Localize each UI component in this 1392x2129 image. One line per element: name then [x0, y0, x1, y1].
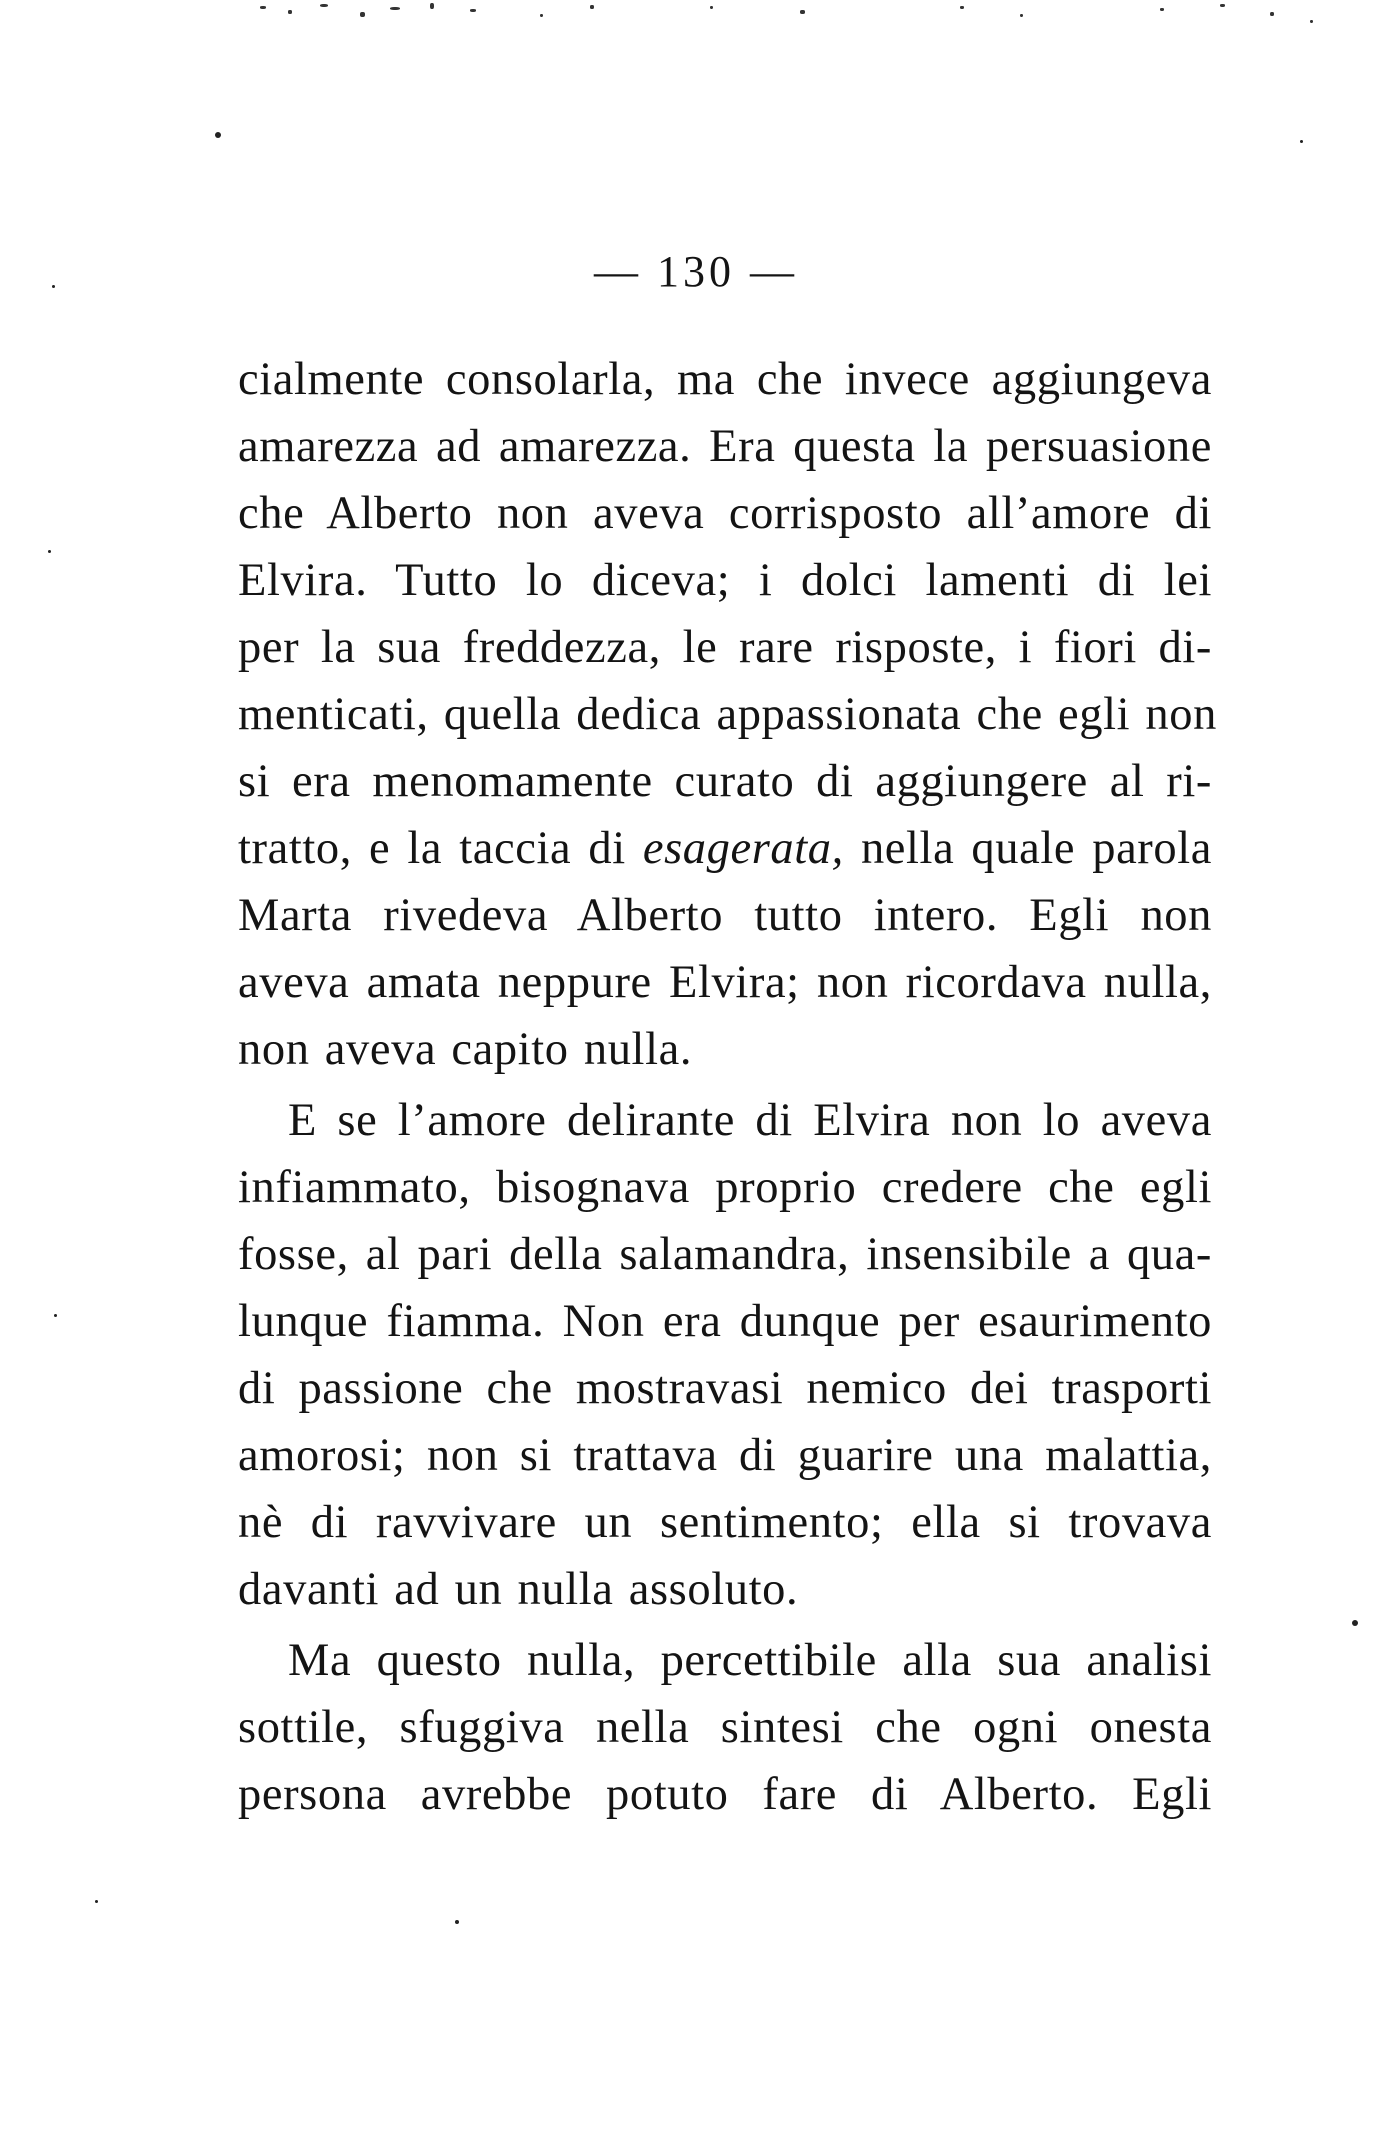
- text-line: davanti ad un nulla assoluto.: [238, 1564, 799, 1615]
- text-line: che Alberto non aveva corrisposto all’amore di: [238, 488, 1212, 539]
- text-line: lunque fiamma. Non era dunque per esaurimento: [238, 1296, 1212, 1347]
- scan-noise-top: [240, 0, 1340, 40]
- text-line: E se l’amore delirante di Elvira non lo aveva: [288, 1095, 1212, 1146]
- text-line: amorosi; non si trattava di guarire una malattia,: [238, 1430, 1212, 1481]
- paragraph-2: [238, 1087, 1212, 1623]
- page-number: — 130 —: [594, 247, 798, 296]
- text-line: sottile, sfuggiva nella sintesi che ogni onesta: [238, 1702, 1212, 1753]
- text-line-mixed: [238, 815, 1212, 882]
- text-line: aveva amata neppure Elvira; non ricordava nulla,: [238, 957, 1212, 1008]
- text-segment: tratto, e la taccia di: [238, 823, 626, 874]
- text-line: si era menomamente curato di aggiungere al ri-: [238, 756, 1212, 807]
- scan-speck: [1352, 1620, 1358, 1626]
- text-line: Ma questo nulla, percettibile alla sua analisi: [288, 1635, 1212, 1686]
- text-line: infiammato, bisognava proprio credere che egli: [238, 1162, 1212, 1213]
- paragraph-3: [238, 1627, 1212, 1828]
- text-line: fosse, al pari della salamandra, insensibile a qua-: [238, 1229, 1212, 1280]
- text-line: persona avrebbe potuto fare di Alberto. Egli: [238, 1769, 1212, 1820]
- text-line: Marta rivedeva Alberto tutto intero. Egli non: [238, 890, 1212, 941]
- text-line: nè di ravvivare un sentimento; ella si trovava: [238, 1497, 1212, 1548]
- text-line: Elvira. Tutto lo diceva; i dolci lamenti di lei: [238, 555, 1212, 606]
- text-line: amarezza ad amarezza. Era questa la persuasione: [238, 421, 1212, 472]
- scan-speck: [215, 132, 221, 138]
- scan-speck: [455, 1920, 459, 1924]
- text-line: di passione che mostravasi nemico dei trasporti: [238, 1363, 1212, 1414]
- scan-speck: [95, 1900, 98, 1903]
- scan-speck: [48, 550, 51, 553]
- text-line: cialmente consolarla, ma che invece aggiungeva: [238, 354, 1212, 405]
- scan-speck: [1300, 140, 1303, 143]
- text-segment: nella quale parola: [860, 823, 1212, 874]
- text-line: menticati, quella dedica appassionata che egli non: [238, 689, 1217, 740]
- italic-word: esagerata,: [642, 823, 844, 874]
- text-line: per la sua freddezza, le rare risposte, i fiori di-: [238, 622, 1212, 673]
- scan-speck: [54, 1314, 57, 1317]
- text-line: non aveva capito nulla.: [238, 1024, 693, 1075]
- paragraph-1: [238, 346, 1217, 1083]
